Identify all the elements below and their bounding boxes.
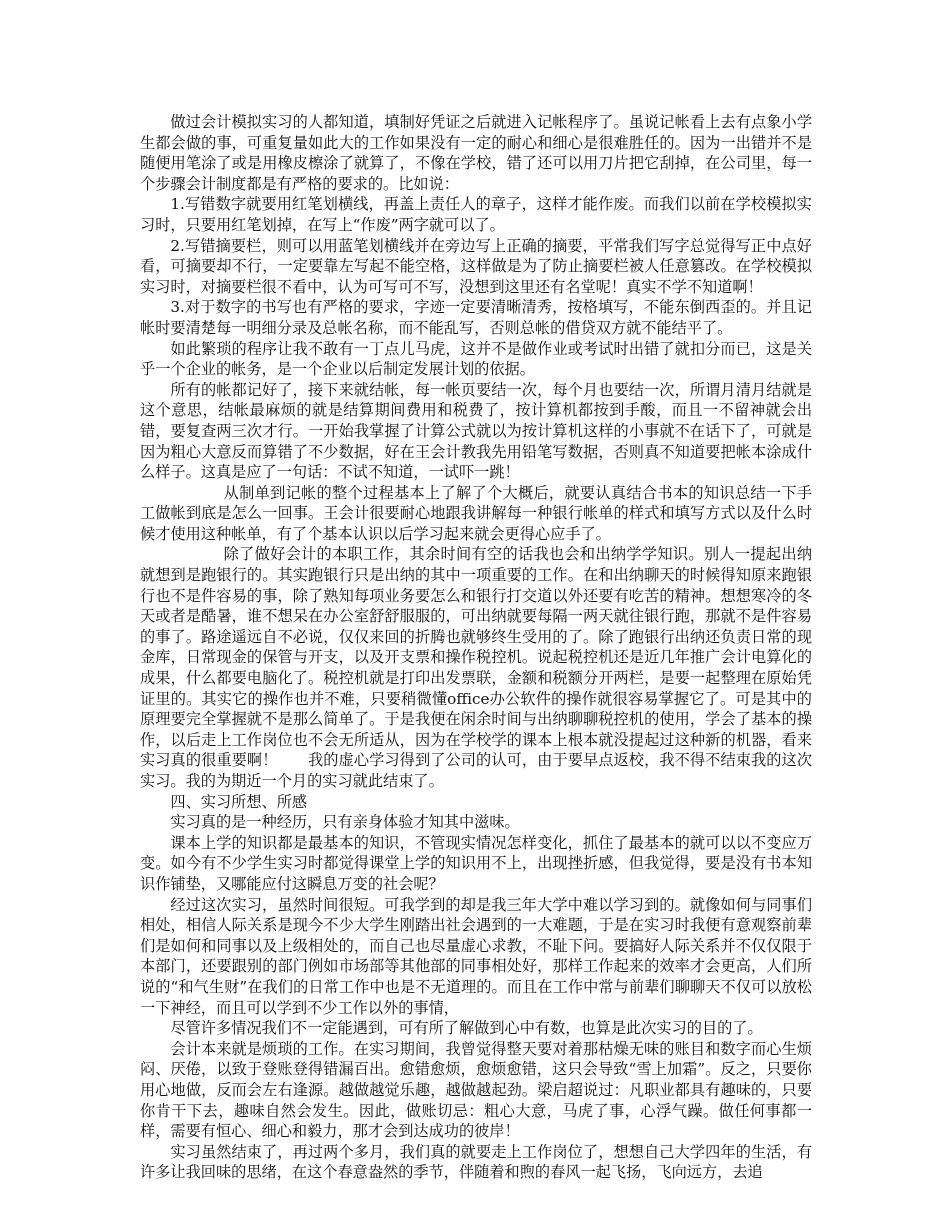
document-body [140,112,812,1183]
paragraph: 尽管许多情况我们不一定能遇到，可有所了解做到心中有数，也算是此次实习的目的了。 [170,1019,763,1038]
paragraph: 1.写错数字就要用红笔划横线，再盖上责任人的章子，这样才能作废。而我们以前在学校模拟实习时，只要用红笔划掉，在写上“作废”两字就可以了。 [140,195,812,234]
paragraph: 2.写错摘要栏，则可以用蓝笔划横线并在旁边写上正确的摘要，平常我们写字总觉得写正中点好看，可摘要却不行，一定要靠左写起不能空格，这样做是为了防止摘要栏被人任意篡改。在学校模拟实习时，对摘要栏很不看中，认为可写可不写，没想到这里还有名堂呢！真实不学不知道啊！ [140,236,812,296]
paragraph: 会计本来就是烦琐的工作。在实习期间，我曾觉得整天要对着那枯燥无味的账目和数字而心生烦闷、厌倦，以致于登账登得错漏百出。愈错愈烦，愈烦愈错，这只会导致“雪上加霜”。反之，只要你用心地做，反而会左右逢源。越做越觉乐趣，越做越起劲。梁启超说过：凡职业都具有趣味的，只要你肯干下去，趣味自然会发生。因此，做账切忌：粗心大意，马虎了事，心浮气躁。做任何事都一样，需要有恒心、细心和毅力，那才会到达成功的彼岸！ [140,1039,812,1141]
paragraph: 从制单到记帐的整个过程基本上了解了个大概后，就要认真结合书本的知识总结一下手工做帐到底是怎么一回事。王会计很要耐心地跟我讲解每一种银行帐单的样式和填写方式以及什么时候才使用这种帐单，有了个基本认识以后学习起来就会更得心应手了。 [140,483,812,543]
paragraph: 实习真的是一种经历，只有亲身体验才知其中滋味。 [170,813,520,832]
paragraph: 3.对于数字的书写也有严格的要求，字迹一定要清晰清秀，按格填写，不能东倒西歪的。并且记帐时要清楚每一明细分录及总帐名称，而不能乱写，否则总帐的借贷双方就不能结平了。 [140,298,812,337]
paragraph: 课本上学的知识都是最基本的知识，不管现实情况怎样变化，抓住了最基本的就可以以不变应万变。如今有不少学生实习时都觉得课堂上学的知识用不上，出现挫折感，但我觉得，要是没有书本知识作铺垫，又哪能应付这瞬息万变的社会呢？ [140,833,812,893]
paragraph: 实习虽然结束了，再过两个多月，我们真的就要走上工作岗位了，想想自己大学四年的生活，有许多让我回味的思绪，在这个春意盎然的季节，伴随着和煦的春风一起飞扬，飞向远方，去追 [140,1142,812,1182]
paragraph: 所有的帐都记好了，接下来就结帐，每一帐页要结一次，每个月也要结一次，所谓月清月结就是这个意思，结帐最麻烦的就是结算期间费用和税费了，按计算机都按到手酸，而且一不留神就会出错，要复查两三次才行。一开始我掌握了计算公式就以为按计算机这样的小事就不在话下了，可就是因为粗心大意反而算错了不少数据，好在王会计教我先用铅笔写数据，否则真不知道要把帐本涂成什么样子。这真是应了一句话：不试不知道，一试吓一跳！ [140,380,812,482]
paragraph: 经过这次实习，虽然时间很短。可我学到的却是我三年大学中难以学习到的。就像如何与同事们相处，相信人际关系是现今不少大学生刚踏出社会遇到的一大难题，于是在实习时我便有意观察前辈们是如何和同事以及上级相处的，而自己也尽量虚心求教，不耻下问。要搞好人际关系并不仅仅限于本部门，还要跟别的部门例如市场部等其他部的同事相处好，那样工作起来的效率才会更高，人们所说的“和气生财”在我们的日常工作中也是不无道理的。而且在工作中常与前辈们聊聊天不仅可以放松一下神经，而且可以学到不少工作以外的事情， [140,895,812,1017]
paragraph: 除了做好会计的本职工作，其余时间有空的话我也会和出纳学学知识。别人一提起出纳就想到是跑银行的。其实跑银行只是出纳的其中一项重要的工作。在和出纳聊天的时候得知原来跑银行也不是件容易的事，除了熟知每项业务要怎么和银行打交道以外还要有吃苦的精神。想想寒冷的冬天或者是酷暑，谁不想呆在办公室舒舒服服的，可出纳就要每隔一两天就往银行跑，那就不是件容易的事了。路途遥远自不必说，仅仅来回的折腾也就够终生受用的了。除了跑银行出纳还负责日常的现金库，日常现金的保管与开支，以及开支票和操作税控机。说起税控机还是近几年推广会计电算化的成果，什么都要电脑化了。税控机就是打印出发票联，金额和税额分开两栏，是要一起整理在原始凭证里的。其实它的操作也并不难，只要稍微懂office办公软件的操作就很容易掌握它了。可是其中的原理要完全掌握就不是那么简单了。于是我便在闲余时间与出纳聊聊税控机的使用，学会了基本的操作，以后走上工作岗位也不会无所适从，因为在学校学的课本上根本就没提起过这种新的机器，看来实习真的很重要啊！ 我的虚心学习得到了公司的认可，由于要早点返校，我不得不结束我的这次实习。我的为期近一个月的实习就此结束了。 [140,545,812,790]
paragraph: 如此繁琐的程序让我不敢有一丁点儿马虎，这并不是做作业或考试时出错了就扣分而已，这是关乎一个企业的帐务，是一个企业以后制定发展计划的依据。 [140,339,812,379]
paragraph: 做过会计模拟实习的人都知道，填制好凭证之后就进入记帐程序了。虽说记帐看上去有点象小学生都会做的事，可重复量如此大的工作如果没有一定的耐心和细心是很难胜任的。因为一出错并不是随便用笔涂了或是用橡皮檫涂了就算了，不像在学校，错了还可以用刀片把它刮掉，在公司里，每一个步骤会计制度都是有严格的要求的。比如说： [140,113,812,193]
section-heading: 四、实习所想、所感 [170,792,308,811]
